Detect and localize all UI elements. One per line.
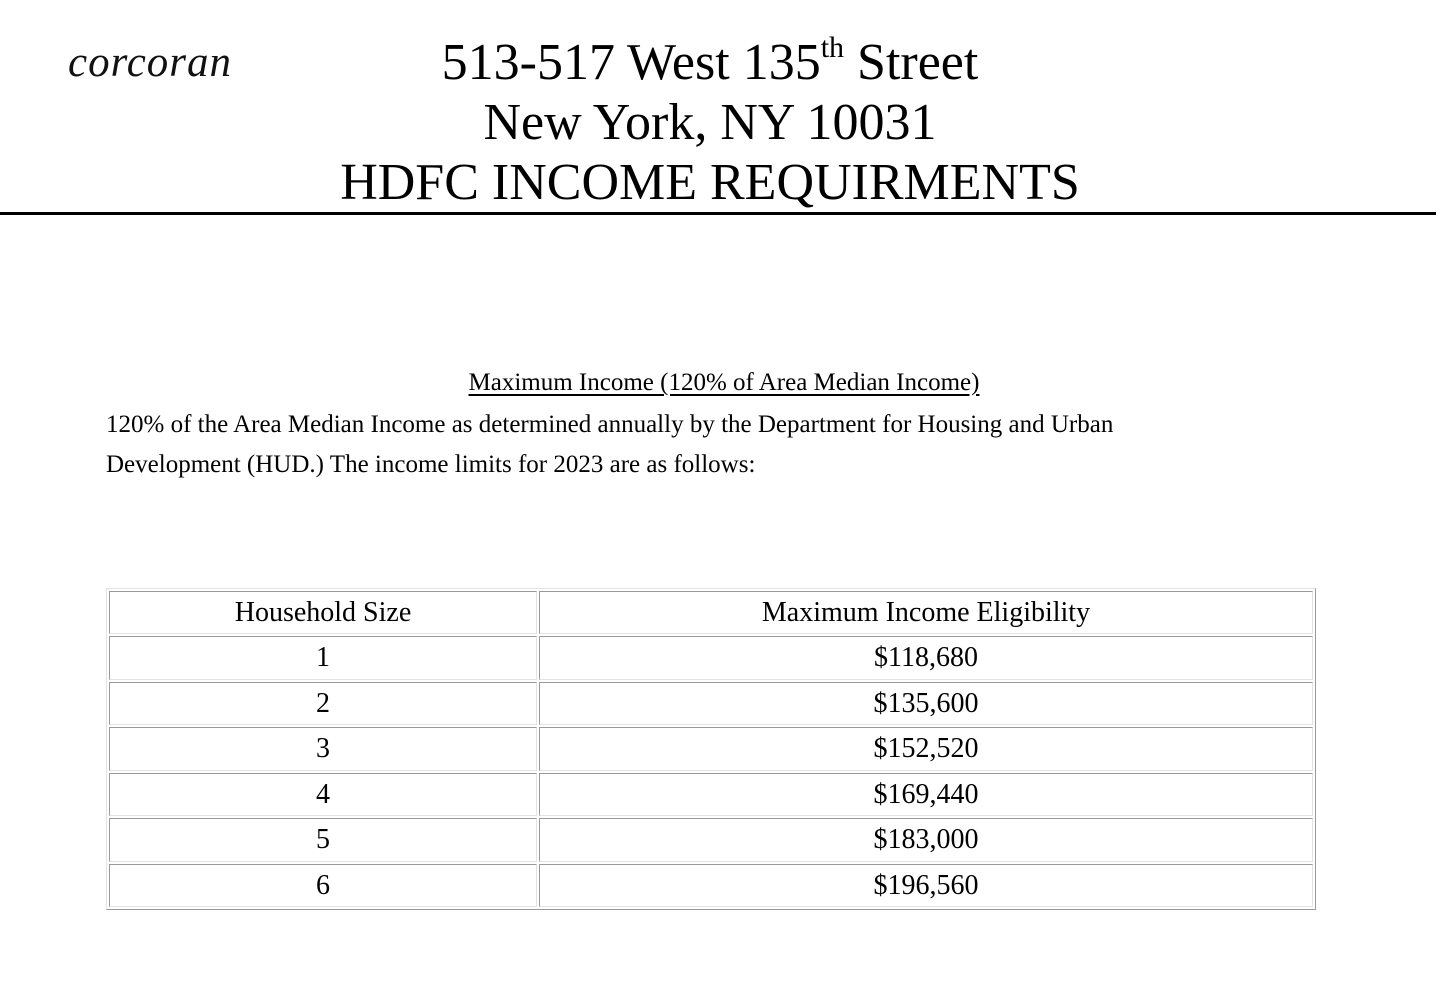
table-row bbox=[109, 818, 1313, 862]
corcoran-logo: corcoran bbox=[68, 39, 233, 86]
address-ordinal: th bbox=[820, 30, 845, 64]
header-divider bbox=[0, 212, 1436, 215]
household-size-cell: 3 bbox=[109, 727, 537, 771]
max-income-cell: $118,680 bbox=[539, 636, 1313, 680]
address-prefix: 513-517 West 135 bbox=[441, 34, 821, 91]
table-row bbox=[109, 682, 1313, 726]
household-size-cell: 5 bbox=[109, 818, 537, 862]
max-income-cell: $196,560 bbox=[539, 864, 1313, 908]
max-income-cell: $183,000 bbox=[539, 818, 1313, 862]
table-row bbox=[109, 773, 1313, 817]
income-table bbox=[106, 588, 1316, 910]
city-line: New York, NY 10031 bbox=[483, 94, 937, 151]
table-row bbox=[109, 636, 1313, 680]
household-size-cell: 1 bbox=[109, 636, 537, 680]
table-header-row bbox=[109, 591, 1313, 634]
document-header bbox=[0, 30, 1420, 213]
max-income-cell: $152,520 bbox=[539, 727, 1313, 771]
income-table-container bbox=[106, 588, 1316, 910]
address-suffix: Street bbox=[844, 34, 979, 91]
section-title: Maximum Income (120% of Area Median Income) bbox=[468, 369, 980, 396]
intro-paragraph: 120% of the Area Median Income as determined annually by the Department for Housing and Urban Development (HUD.) The income limits for 2023 are as follows: bbox=[106, 411, 1114, 478]
table-row bbox=[109, 864, 1313, 908]
household-size-cell: 6 bbox=[109, 864, 537, 908]
table-row bbox=[109, 727, 1313, 771]
header-household-size: Household Size bbox=[109, 591, 537, 634]
household-size-cell: 2 bbox=[109, 682, 537, 726]
max-income-cell: $135,600 bbox=[539, 682, 1313, 726]
max-income-cell: $169,440 bbox=[539, 773, 1313, 817]
address-line bbox=[0, 30, 1420, 93]
household-size-cell: 4 bbox=[109, 773, 537, 817]
document-title: HDFC INCOME REQUIRMENTS bbox=[340, 154, 1080, 211]
header-max-income: Maximum Income Eligibility bbox=[539, 591, 1313, 634]
